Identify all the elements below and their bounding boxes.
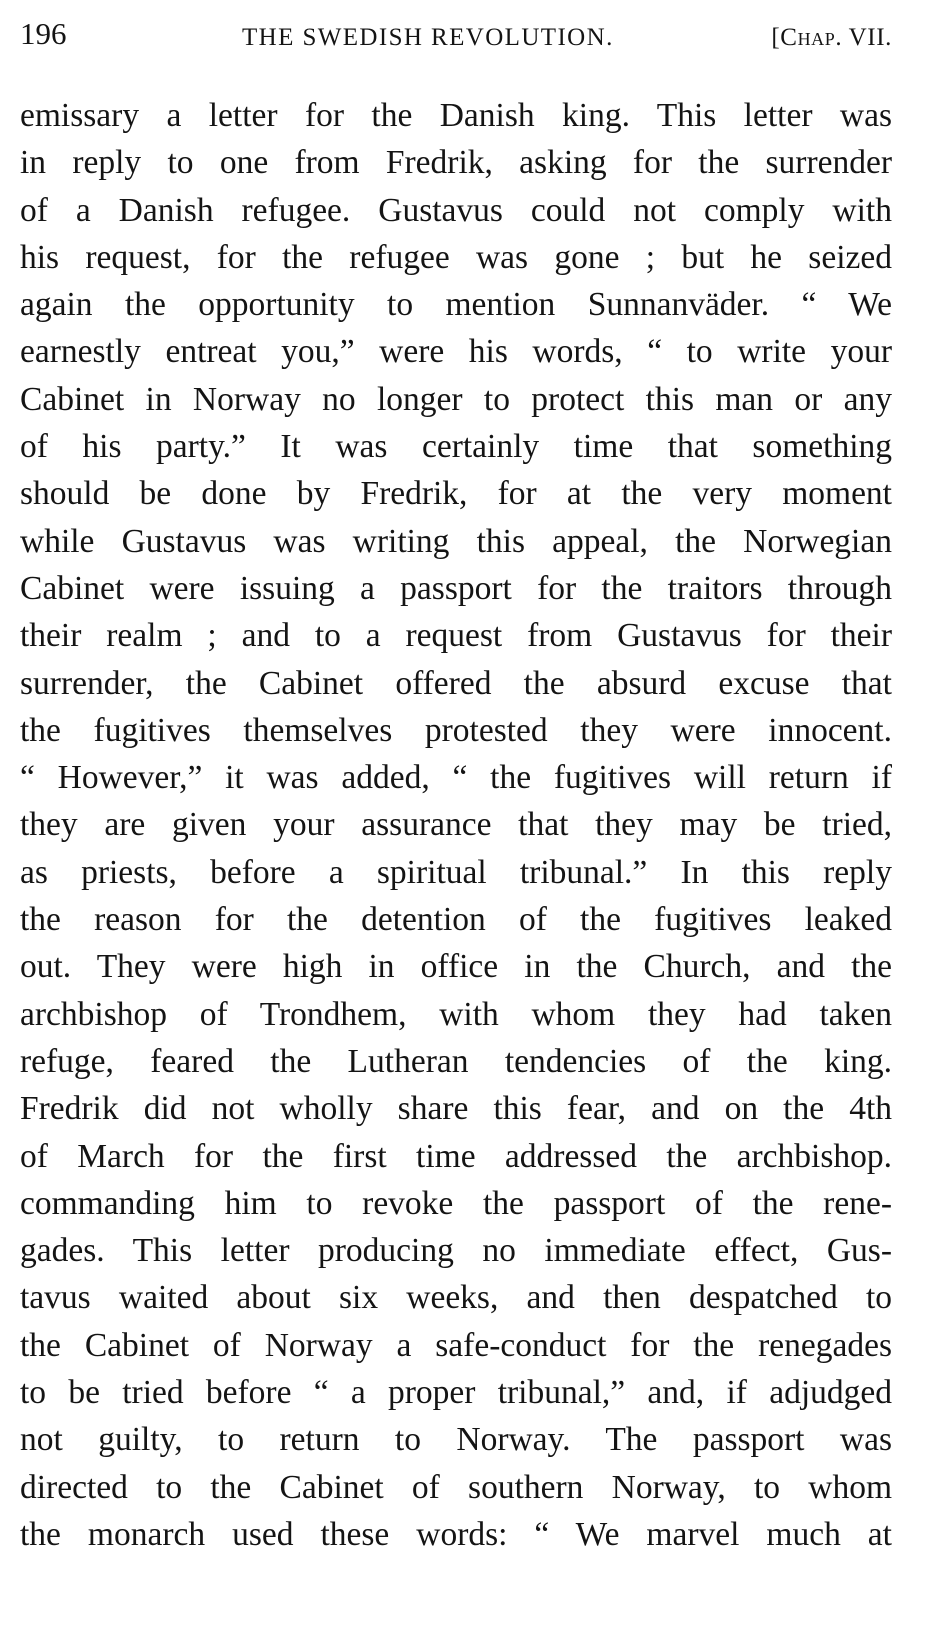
text-line: archbishop of Trondhem, with whom they had taken [20,995,892,1033]
running-title: THE SWEDISH REVOLUTION. [242,24,614,51]
text-line: the Cabinet of Norway a safe-conduct for the renegades [20,1326,892,1364]
text-line: the reason for the detention of the fugitives leaked [20,901,892,939]
text-line: gades. This letter producing no immediate effect, Gus- [20,1232,892,1270]
chapter-reference: [Chap. VII. [771,24,892,51]
text-line: “ However,” it was added, “ the fugitives will return if [20,759,892,797]
text-line: Fredrik did not wholly share this fear, and on the 4th [20,1090,892,1128]
text-line: while Gustavus was writing this appeal, the Norwegian [20,522,892,560]
text-line: Cabinet were issuing a passport for the traitors through [20,569,892,607]
text-line: of March for the first time addressed the archbishop. [20,1137,892,1175]
text-line: the monarch used these words: “ We marvel much at [20,1515,892,1553]
text-line: the fugitives themselves protested they were innocent. [20,711,892,749]
text-line: directed to the Cabinet of southern Norway, to whom [20,1468,892,1506]
text-line: earnestly entreat you,” were his words, “ to write your [20,333,892,371]
running-header [20,14,892,58]
text-line: commanding him to revoke the passport of the rene- [20,1184,892,1222]
text-line: again the opportunity to mention Sunnanväder. “ We [20,286,892,324]
text-line: his request, for the refugee was gone ; but he seized [20,238,892,276]
text-line: tavus waited about six weeks, and then despatched to [20,1279,892,1317]
body-text [20,92,892,1558]
text-line: of his party.” It was certainly time that something [20,428,892,466]
text-line: surrender, the Cabinet offered the absurd excuse that [20,664,892,702]
text-line: not guilty, to return to Norway. The passport was [20,1421,892,1459]
page-number: 196 [20,16,67,51]
text-line: refuge, feared the Lutheran tendencies of the king. [20,1042,892,1080]
text-line: out. They were high in office in the Church, and the [20,948,892,986]
text-line: in reply to one from Fredrik, asking for the surrender [20,144,892,182]
text-line: should be done by Fredrik, for at the very moment [20,475,892,513]
text-line: of a Danish refugee. Gustavus could not comply with [20,191,892,229]
text-line: their realm ; and to a request from Gustavus for their [20,617,892,655]
text-line: they are given your assurance that they may be tried, [20,806,892,844]
text-line: emissary a letter for the Danish king. This letter was [20,97,892,134]
text-line: as priests, before a spiritual tribunal.” In this reply [20,853,892,891]
text-line: Cabinet in Norway no longer to protect this man or any [20,380,892,418]
text-line: to be tried before “ a proper tribunal,” and, if adjudged [20,1374,892,1412]
